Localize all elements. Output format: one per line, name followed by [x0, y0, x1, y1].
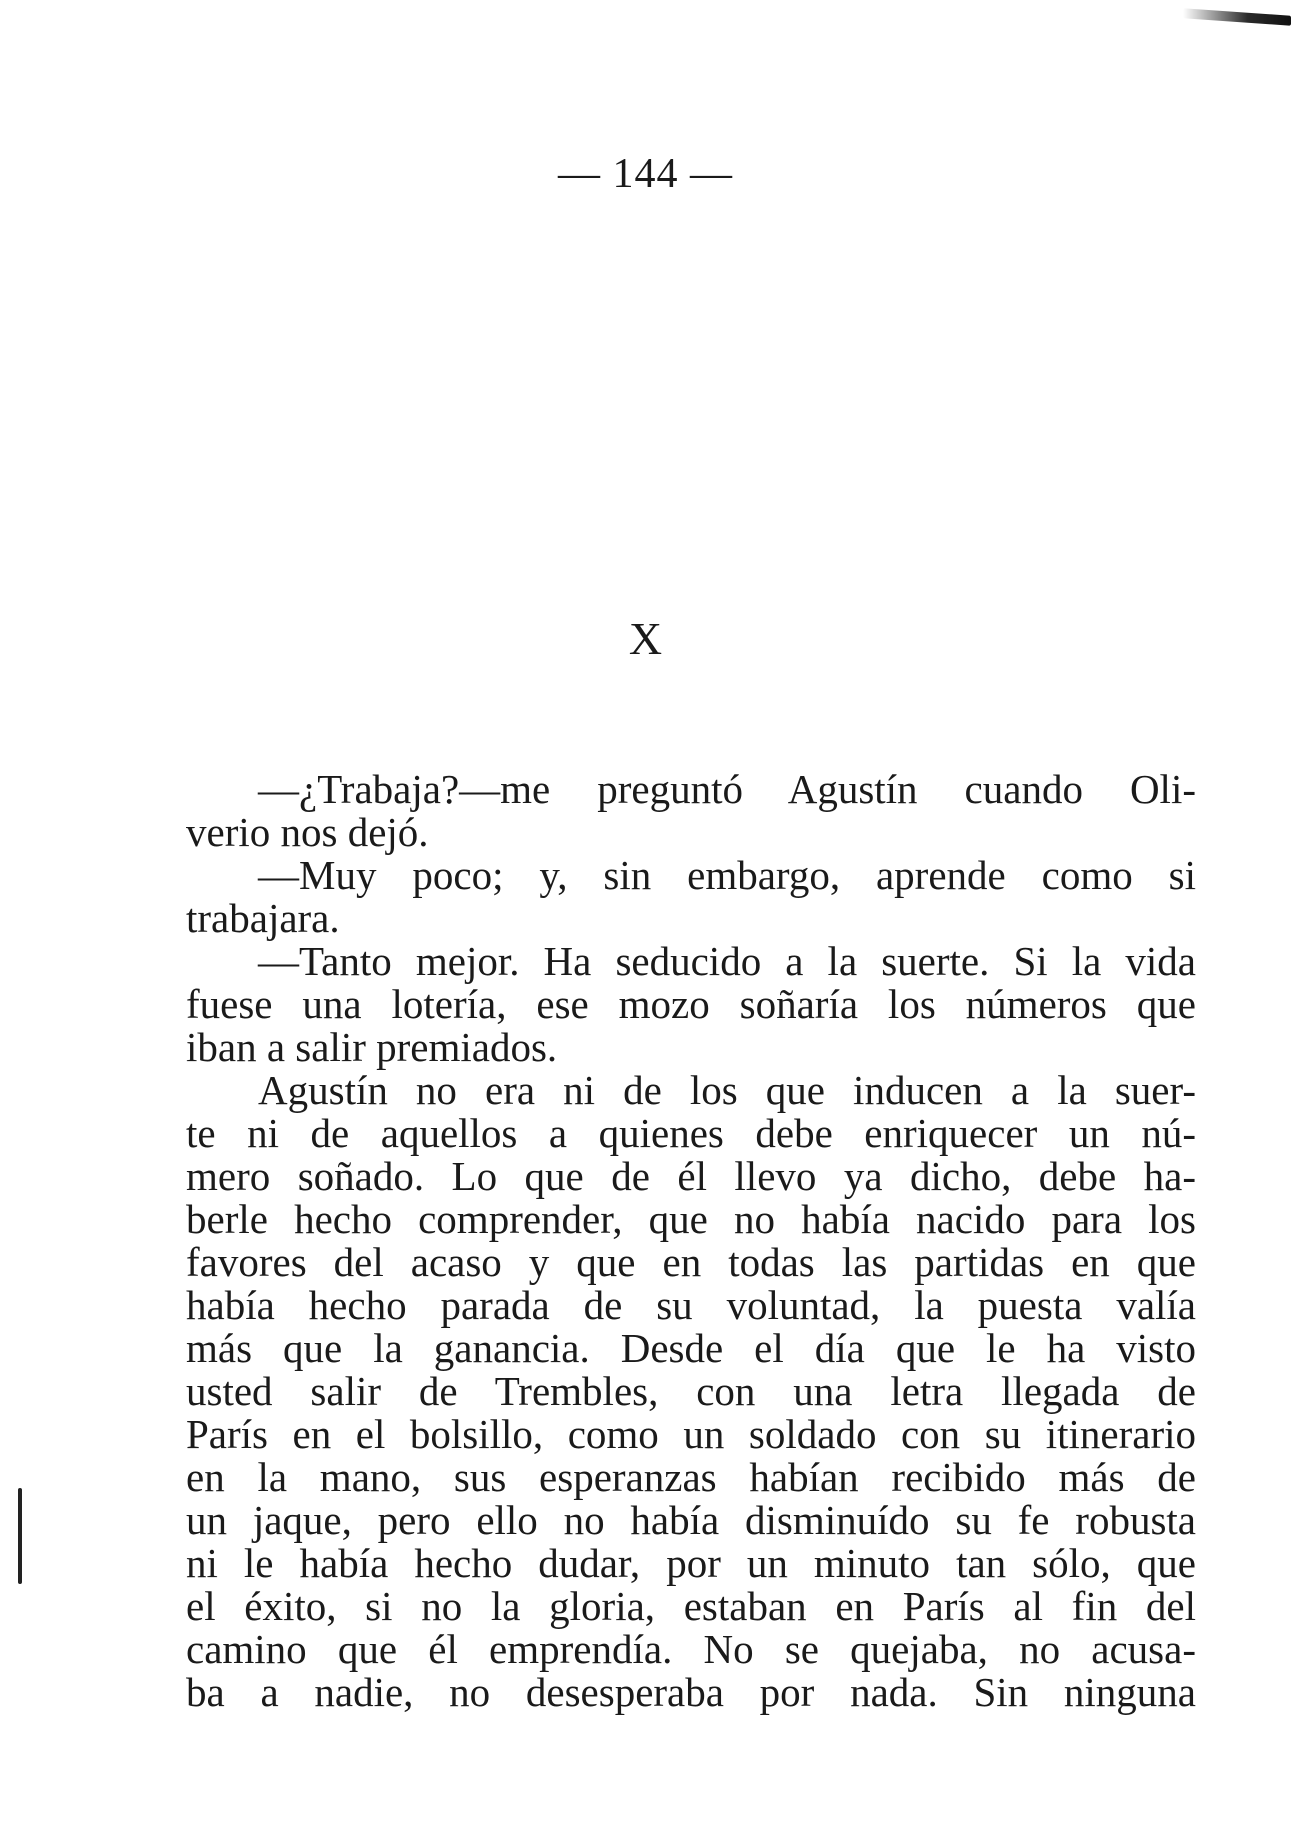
text-line: camino que él emprendía. No se quejaba, no acusa-: [186, 1626, 1196, 1672]
text-line: en la mano, sus esperanzas habían recibido más de: [186, 1454, 1196, 1500]
chapter-heading: X: [628, 613, 663, 664]
text-line: —Tanto mejor. Ha seducido a la suerte. Si la vida: [258, 938, 1196, 984]
text-line: verio nos dejó.: [186, 809, 429, 855]
text-line: París en el bolsillo, como un soldado con su itinerario: [186, 1411, 1196, 1457]
text-line: había hecho parada de su voluntad, la puesta valía: [186, 1282, 1196, 1328]
text-line: fuese una lotería, ese mozo soñaría los números que: [186, 981, 1196, 1027]
margin-ink-mark: [18, 1488, 22, 1584]
text-line: ba a nadie, no desesperaba por nada. Sin ninguna: [186, 1669, 1196, 1715]
text-line: ni le había hecho dudar, por un minuto tan sólo, que: [186, 1540, 1196, 1586]
text-line: iban a salir premiados.: [186, 1024, 558, 1070]
text-line: Agustín no era ni de los que inducen a la suer-: [258, 1067, 1196, 1113]
page-number: — 144 —: [558, 151, 733, 197]
text-line: el éxito, si no la gloria, estaban en París al fin del: [186, 1583, 1196, 1629]
text-line: te ni de aquellos a quienes debe enriquecer un nú-: [186, 1110, 1196, 1156]
body-text: [186, 768, 1196, 1714]
text-line: trabajara.: [186, 895, 340, 941]
text-line: usted salir de Trembles, con una letra llegada de: [186, 1368, 1196, 1414]
text-line: más que la ganancia. Desde el día que le ha visto: [186, 1325, 1196, 1371]
text-line: —¿Trabaja?—me preguntó Agustín cuando Oli-: [258, 766, 1196, 812]
text-line: un jaque, pero ello no había disminuído su fe robusta: [186, 1497, 1196, 1543]
text-line: favores del acaso y que en todas las partidas en que: [186, 1239, 1196, 1285]
text-line: berle hecho comprender, que no había nacido para los: [186, 1196, 1196, 1242]
scan-edge-mark: [1183, 8, 1291, 26]
text-line: mero soñado. Lo que de él llevo ya dicho, debe ha-: [186, 1153, 1196, 1199]
text-line: —Muy poco; y, sin embargo, aprende como si: [258, 852, 1196, 898]
